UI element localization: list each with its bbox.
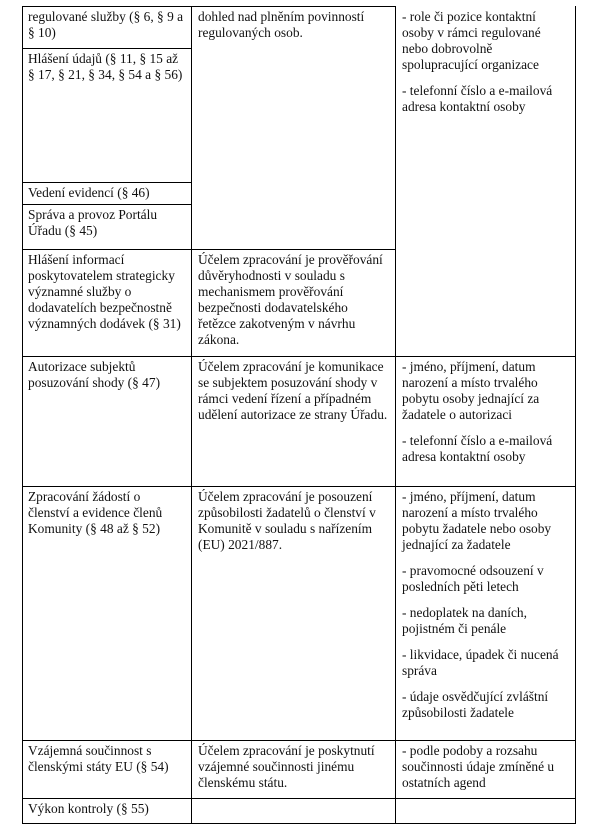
- data-categories-cell: [396, 356, 575, 486]
- grid-line: [22, 823, 576, 824]
- purpose-cell: [192, 6, 395, 249]
- agenda-cell: [22, 48, 191, 182]
- purpose-text: Účelem zpracování je komunikace se subjektem posuzování shody v rámci vedení řízení a případném udělení autorizace ze strany Úřadu.: [198, 359, 388, 422]
- agenda-text: Hlášení informací poskytovatelem strategicky významné služby o dodavatelích bezpečnostně významných dodávek (§ 31): [28, 252, 181, 331]
- agenda-cell: [22, 798, 191, 823]
- grid-line: [575, 6, 576, 824]
- data-category-item: - nedoplatek na daních, pojistném či penále: [402, 605, 527, 636]
- agenda-text: Zpracování žádostí o členství a evidence členů Komunity (§ 48 až § 52): [28, 489, 163, 536]
- data-category-item: - telefonní číslo a e-mailová adresa kontaktní osoby: [402, 83, 553, 114]
- data-categories-cell: [396, 740, 575, 798]
- data-category-item: - jméno, příjmení, datum narození a místo trvalého pobytu osoby jednající za žadatele o autorizaci: [402, 359, 540, 422]
- agenda-text: regulované služby (§ 6, § 9 a § 10): [28, 9, 184, 40]
- purpose-cell: [192, 249, 395, 356]
- agenda-cell: [22, 740, 191, 798]
- data-category-item: - pravomocné odsouzení v posledních pěti letech: [402, 563, 544, 594]
- data-categories-cell: [396, 6, 575, 356]
- purpose-cell: [192, 356, 395, 486]
- agenda-text: Autorizace subjektů posuzování shody (§ 47): [28, 359, 161, 390]
- purpose-text: dohled nad plněním povinností regulovaných osob.: [198, 9, 365, 40]
- agenda-text: Vzájemná součinnost s členskými státy EU (§ 54): [28, 743, 169, 774]
- agenda-cell: [22, 182, 191, 204]
- data-category-item: - jméno, příjmení, datum narození a místo trvalého pobytu žadatele nebo osoby jednající za žadatele: [402, 489, 552, 552]
- agenda-cell: [22, 249, 191, 356]
- purpose-text: Účelem zpracování je prověřování důvěryhodnosti v souladu s mechanismem prověřování bezpečnosti dodavatelského řetězce zakotveným v návrhu zákona.: [198, 252, 383, 347]
- data-category-item: - likvidace, úpadek či nucená správa: [402, 647, 559, 678]
- purpose-text: Účelem zpracování je posouzení způsobilosti žadatelů o členství v Komunitě v souladu s nařízením (EU) 2021/887.: [198, 489, 376, 552]
- data-category-item: - podle podoby a rozsahu součinnosti údaje zmíněné u ostatních agend: [402, 743, 555, 790]
- data-category-item: - telefonní číslo a e-mailová adresa kontaktní osoby: [402, 433, 553, 464]
- agenda-text: Hlášení údajů (§ 11, § 15 až § 17, § 21, § 34, § 54 a § 56): [28, 51, 183, 82]
- agenda-text: Správa a provoz Portálu Úřadu (§ 45): [28, 207, 158, 238]
- agenda-cell: [22, 6, 191, 48]
- data-categories-cell: [396, 486, 575, 740]
- agenda-cell: [22, 356, 191, 486]
- agenda-cell: [22, 204, 191, 249]
- purpose-text: Účelem zpracování je poskytnutí vzájemné součinnosti jinému členskému státu.: [198, 743, 375, 790]
- agenda-cell: [22, 486, 191, 740]
- data-category-item: - role či pozice kontaktní osoby v rámci regulované nebo dobrovolně spolupracující organizace: [402, 9, 541, 72]
- data-processing-table: [22, 6, 576, 824]
- agenda-text: Výkon kontroly (§ 55): [28, 801, 149, 816]
- data-category-item: - údaje osvědčující zvláštní způsobilosti žadatele: [402, 689, 549, 720]
- agenda-text: Vedení evidencí (§ 46): [28, 185, 150, 200]
- purpose-cell: [192, 486, 395, 740]
- purpose-cell: [192, 740, 395, 798]
